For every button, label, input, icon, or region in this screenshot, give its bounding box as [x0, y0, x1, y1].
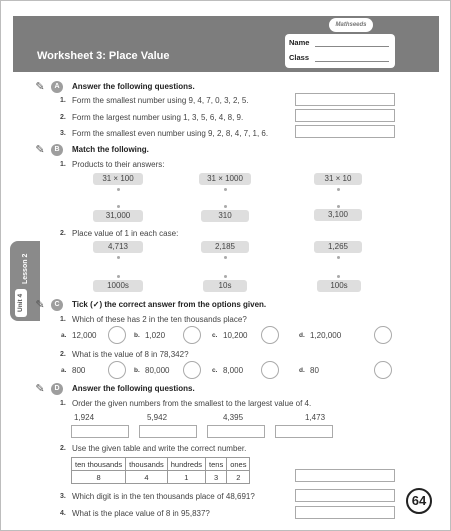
match-dot[interactable]	[337, 205, 340, 208]
tick-circle[interactable]	[261, 361, 279, 379]
question-text: Place value of 1 in each case:	[72, 229, 179, 238]
section-c-title: Tick (✓) the correct answer from the options given.	[72, 300, 267, 309]
question-number: 2.	[60, 445, 66, 452]
question-text: What is the place value of 8 in 95,837?	[72, 509, 210, 518]
question-number: 1.	[60, 316, 66, 323]
match-bottom-item[interactable]: 1000s	[93, 280, 143, 292]
option-letter: b.	[134, 332, 140, 339]
question-text: Order the given numbers from the smallest to the largest value of 4.	[72, 399, 312, 408]
question-text: Form the smallest even number using 9, 2, 8, 4, 7, 1, 6.	[72, 129, 269, 138]
order-answer-box[interactable]	[139, 425, 197, 438]
question-number: 2.	[60, 351, 66, 358]
match-dot[interactable]	[337, 275, 340, 278]
pencil-icon: ✎	[35, 144, 45, 156]
question-text: What is the value of 8 in 78,342?	[72, 350, 189, 359]
match-top-item[interactable]: 1,265	[314, 241, 362, 253]
option-text: 80,000	[145, 366, 170, 375]
option-letter: a.	[61, 332, 67, 339]
table-header-cell: thousands	[126, 458, 168, 471]
table-cell: 3	[206, 471, 227, 484]
section-b-title: Match the following.	[72, 145, 149, 154]
given-number: 1,473	[305, 413, 326, 422]
match-bottom-item[interactable]: 10s	[203, 280, 247, 292]
tick-circle[interactable]	[374, 361, 392, 379]
question-number: 1.	[60, 161, 66, 168]
table-cell: 2	[227, 471, 250, 484]
option-text: 8,000	[223, 366, 244, 375]
option-text: 80	[310, 366, 319, 375]
question-text: Use the given table and write the correct number.	[72, 444, 247, 453]
name-field[interactable]	[315, 46, 389, 47]
match-dot[interactable]	[117, 256, 120, 259]
section-badge-c: C	[51, 299, 63, 311]
section-badge-b: B	[51, 144, 63, 156]
match-top-item[interactable]: 31 × 100	[93, 173, 143, 185]
question-text: Form the largest number using 1, 3, 5, 6, 4, 8, 9.	[72, 113, 244, 122]
match-dot[interactable]	[117, 205, 120, 208]
class-label: Class	[289, 53, 310, 62]
match-dot[interactable]	[224, 275, 227, 278]
option-text: 1,20,000	[310, 331, 342, 340]
match-dot[interactable]	[224, 256, 227, 259]
worksheet-title: Worksheet 3: Place Value	[37, 50, 170, 62]
unit-label: Unit 4	[15, 289, 27, 317]
table-header-cell: ones	[227, 458, 250, 471]
given-number: 1,924	[74, 413, 95, 422]
match-dot[interactable]	[117, 275, 120, 278]
header-band	[13, 16, 439, 72]
tick-circle[interactable]	[183, 326, 201, 344]
option-letter: c.	[212, 332, 218, 339]
option-letter: d.	[299, 332, 305, 339]
section-d-title: Answer the following questions.	[72, 384, 195, 393]
option-letter: b.	[134, 367, 140, 374]
question-text: Form the smallest number using 9, 4, 7, 0, 3, 2, 5.	[72, 96, 249, 105]
tick-circle[interactable]	[374, 326, 392, 344]
answer-box-d3[interactable]	[295, 489, 395, 502]
pencil-icon: ✎	[35, 299, 45, 311]
answer-box-a1[interactable]	[295, 93, 395, 106]
match-bottom-item[interactable]: 310	[201, 210, 249, 222]
section-a-title: Answer the following questions.	[72, 82, 195, 91]
table-header-row	[72, 458, 250, 471]
match-top-item[interactable]: 2,185	[201, 241, 249, 253]
name-label: Name	[289, 38, 310, 47]
page-number: 64	[406, 488, 432, 514]
option-text: 10,200	[223, 331, 248, 340]
place-value-table	[71, 457, 250, 484]
option-letter: a.	[61, 367, 67, 374]
question-number: 2.	[60, 114, 66, 121]
lesson-label: Lesson 2	[22, 253, 29, 285]
question-text: Products to their answers:	[72, 160, 165, 169]
pencil-icon: ✎	[35, 81, 45, 93]
question-number: 3.	[60, 130, 66, 137]
given-number: 5,942	[147, 413, 168, 422]
name-class-box	[285, 34, 395, 68]
given-number: 4,395	[223, 413, 244, 422]
question-number: 1.	[60, 400, 66, 407]
match-top-item[interactable]: 4,713	[93, 241, 143, 253]
match-dot[interactable]	[224, 188, 227, 191]
answer-box-d4[interactable]	[295, 506, 395, 519]
order-answer-box[interactable]	[275, 425, 333, 438]
table-cell: 4	[126, 471, 168, 484]
match-top-item[interactable]: 31 × 10	[314, 173, 362, 185]
match-bottom-item[interactable]: 100s	[317, 280, 361, 292]
section-badge-a: A	[51, 81, 63, 93]
question-number: 3.	[60, 493, 66, 500]
order-answer-box[interactable]	[207, 425, 265, 438]
table-header-cell: tens	[206, 458, 227, 471]
tick-circle[interactable]	[261, 326, 279, 344]
option-letter: d.	[299, 367, 305, 374]
tick-circle[interactable]	[108, 326, 126, 344]
match-bottom-item[interactable]: 3,100	[314, 209, 362, 221]
class-field[interactable]	[315, 61, 389, 62]
option-text: 1,020	[145, 331, 166, 340]
match-top-item[interactable]: 31 × 1000	[199, 173, 251, 185]
answer-box-a3[interactable]	[295, 125, 395, 138]
match-dot[interactable]	[224, 205, 227, 208]
match-bottom-item[interactable]: 31,000	[93, 210, 143, 222]
option-text: 800	[72, 366, 86, 375]
section-badge-d: D	[51, 383, 63, 395]
option-letter: c.	[212, 367, 218, 374]
question-text: Which digit is in the ten thousands place of 48,691?	[72, 492, 255, 501]
answer-box-d2[interactable]	[295, 469, 395, 482]
table-header-cell: hundreds	[167, 458, 205, 471]
table-row	[72, 471, 250, 484]
match-dot[interactable]	[337, 256, 340, 259]
brand-logo: Mathseeds	[329, 18, 373, 32]
question-number: 4.	[60, 510, 66, 517]
table-cell: 1	[167, 471, 205, 484]
tick-circle[interactable]	[108, 361, 126, 379]
question-text: Which of these has 2 in the ten thousands place?	[72, 315, 247, 324]
answer-box-a2[interactable]	[295, 109, 395, 122]
table-cell: 8	[72, 471, 126, 484]
question-number: 2.	[60, 230, 66, 237]
table-header-cell: ten thousands	[72, 458, 126, 471]
order-answer-box[interactable]	[71, 425, 129, 438]
tick-circle[interactable]	[183, 361, 201, 379]
match-dot[interactable]	[337, 188, 340, 191]
match-dot[interactable]	[117, 188, 120, 191]
pencil-icon: ✎	[35, 383, 45, 395]
question-number: 1.	[60, 97, 66, 104]
option-text: 12,000	[72, 331, 97, 340]
